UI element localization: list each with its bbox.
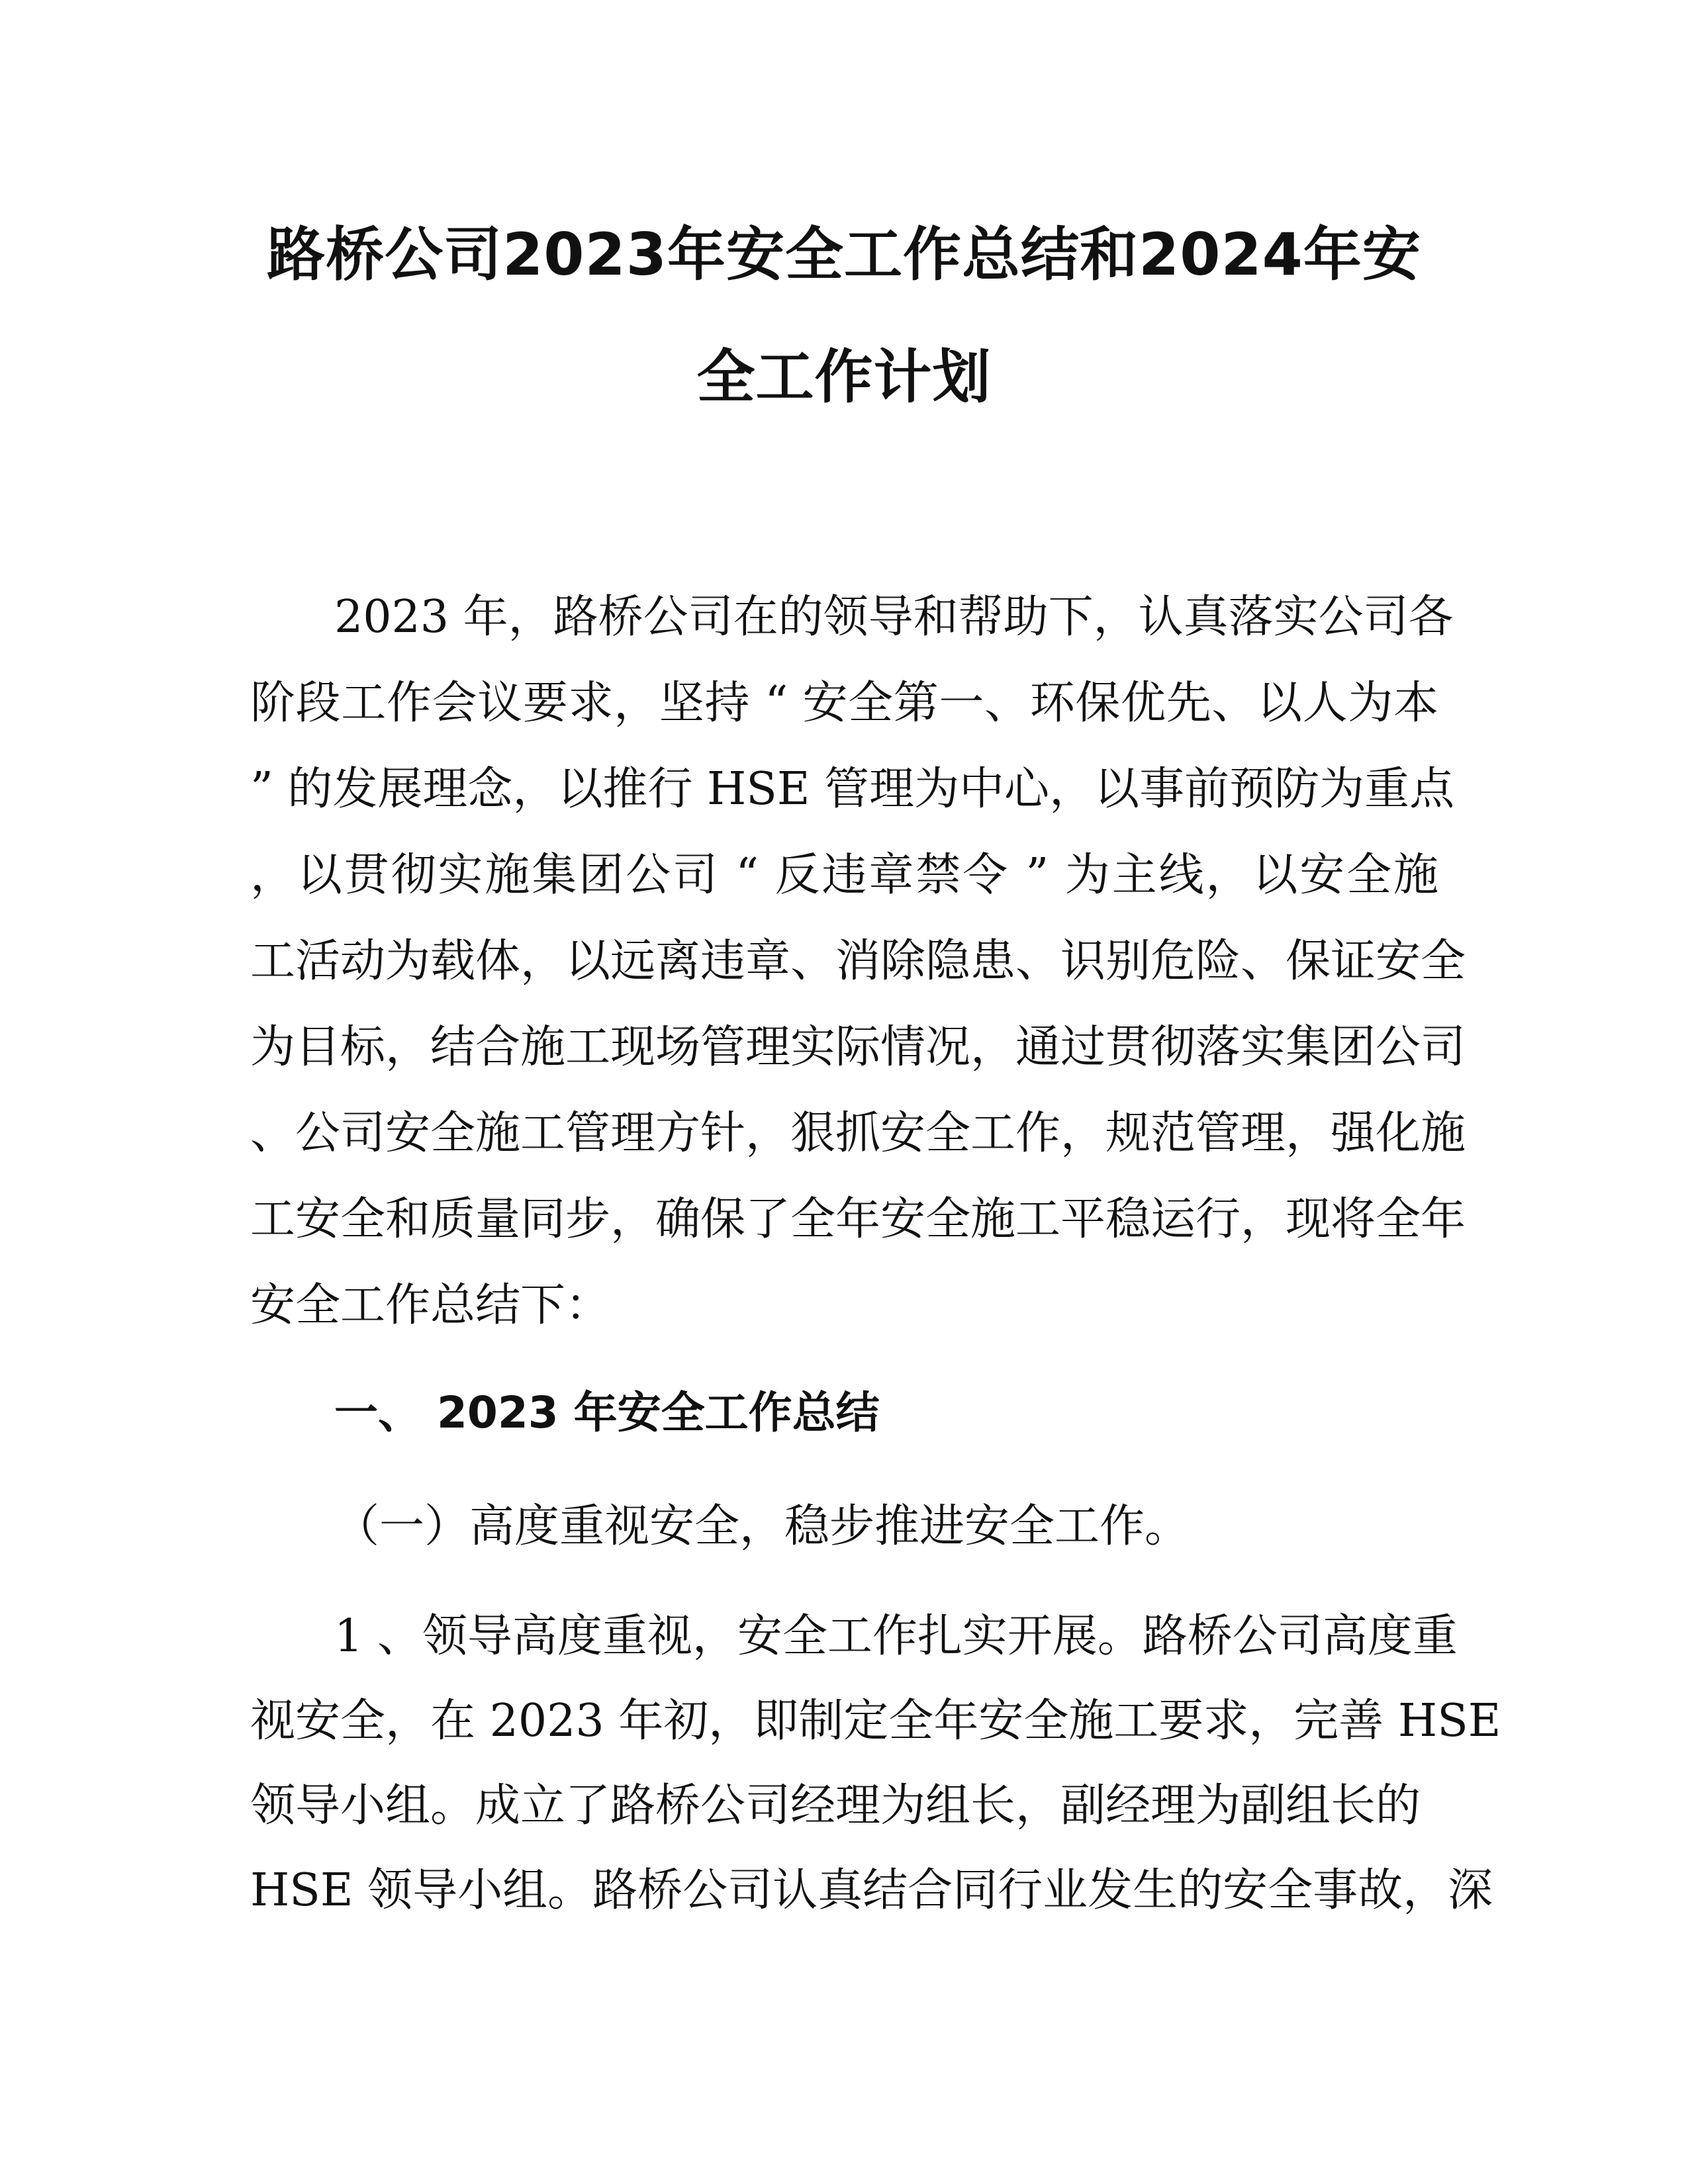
body-paragraph-line: 领导小组。成立了路桥公司经理为组长，副经理为副组长的	[250, 1780, 1421, 1832]
intro-paragraph-line: 工安全和质量同步，确保了全年安全施工平稳运行，现将全年	[250, 1193, 1466, 1246]
document-title-line-2: 全工作计划	[696, 343, 992, 411]
intro-paragraph-line: 阶段工作会议要求，坚持 “ 安全第一、环保优先、以人为本	[250, 677, 1438, 729]
intro-paragraph-line: 2023 年，路桥公司在的领导和帮助下，认真落实公司各	[334, 591, 1454, 643]
intro-paragraph-line: 、公司安全施工管理方针，狠抓安全工作，规范管理，强化施	[250, 1107, 1466, 1160]
intro-paragraph-line: ，以贯彻实施集团公司 “ 反违章禁令 ” 为主线，以安全施	[250, 849, 1438, 901]
intro-paragraph-line: 工活动为载体，以远离违章、消除隐患、识别危险、保证安全	[250, 935, 1466, 987]
subsection-heading: （一）高度重视安全，稳步推进安全工作。	[334, 1500, 1190, 1553]
body-paragraph-line: 视安全，在 2023 年初，即制定全年安全施工要求，完善 HSE	[250, 1695, 1501, 1747]
intro-paragraph-line: ” 的发展理念，以推行 HSE 管理为中心，以事前预防为重点	[250, 763, 1455, 815]
body-paragraph-line: HSE 领导小组。路桥公司认真结合同行业发生的安全事故，深	[250, 1864, 1493, 1917]
document-title-line-1: 路桥公司2023年安全工作总结和2024年安	[267, 220, 1421, 289]
body-paragraph-line: 1 、领导高度重视，安全工作扎实开展。路桥公司高度重	[334, 1610, 1458, 1662]
intro-paragraph-line: 安全工作总结下：	[250, 1279, 611, 1332]
section-heading: 一、 2023 年安全工作总结	[334, 1387, 880, 1438]
intro-paragraph-line: 为目标，结合施工现场管理实际情况，通过贯彻落实集团公司	[250, 1021, 1466, 1073]
